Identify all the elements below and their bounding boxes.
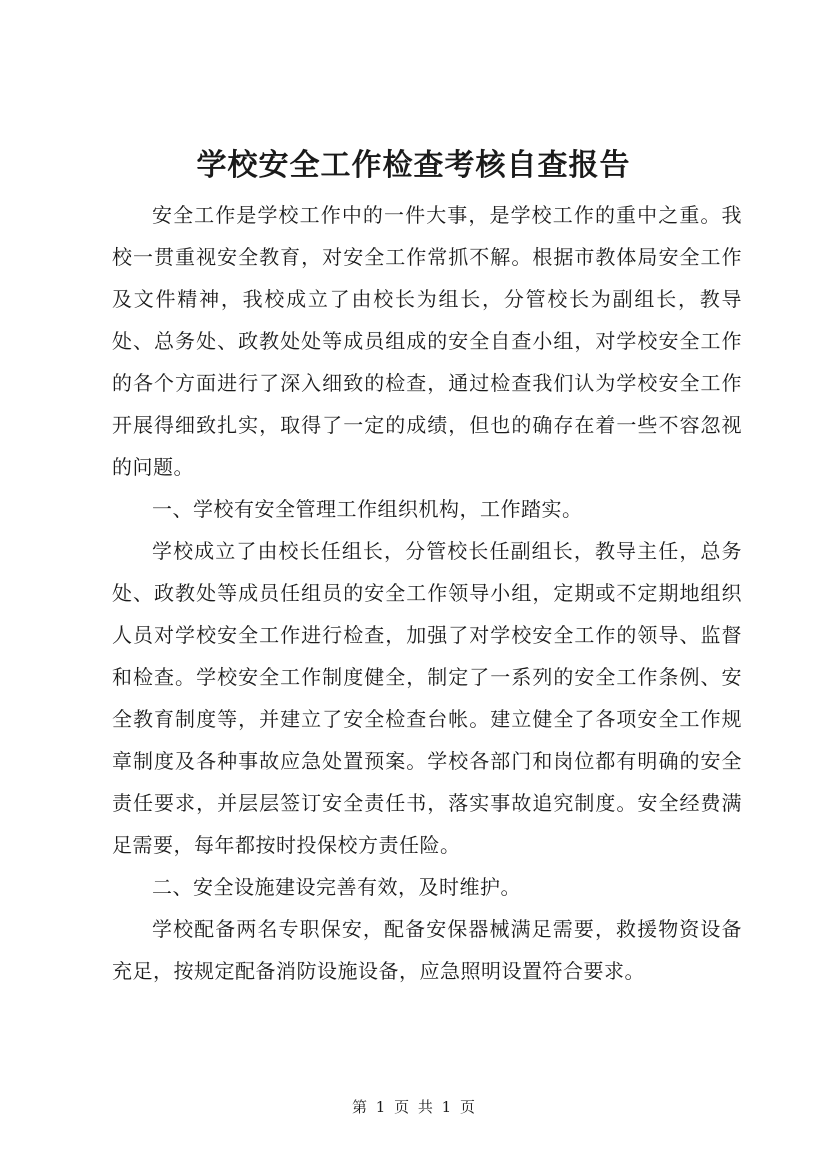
paragraph-section-2: 学校配备两名专职保安，配备安保器械满足需要，救援物资设备充足，按规定配备消防设施设备，应急照明设置符合要求。 bbox=[112, 917, 742, 983]
section-heading-1: 一、学校有安全管理工作组织机构，工作踏实。 bbox=[152, 497, 583, 521]
paragraph-section-1: 学校成立了由校长任组长，分管校长任副组长，教导主任，总务处、政教处等成员任组员的安全工作领导小组，定期或不定期地组织人员对学校安全工作进行检查，加强了对学校安全工作的领导、监督和检查。学校安全工作制度健全，制定了一系列的安全工作条例、安全教育制度等，并建立了安全检查台帐。建立健全了各项安全工作规章制度及各种事故应急处置预案。学校各部门和岗位都有明确的安全责任要求，并层层签订安全责任书，落实事故追究制度。安全经费满足需要，每年都按时投保校方责任险。 bbox=[112, 539, 742, 857]
document-body bbox=[112, 194, 742, 992]
page-number-footer: 第 1 页 共 1 页 bbox=[352, 1098, 475, 1116]
document-title: 学校安全工作检查考核自查报告 bbox=[196, 148, 631, 183]
paragraph-intro: 安全工作是学校工作中的一件大事，是学校工作的重中之重。我校一贯重视安全教育，对安全工作常抓不解。根据市教体局安全工作及文件精神，我校成立了由校长为组长，分管校长为副组长，教导处、总务处、政教处处等成员组成的安全自查小组，对学校安全工作的各个方面进行了深入细致的检查，通过检查我们认为学校安全工作开展得细致扎实，取得了一定的成绩，但也的确存在着一些不容忽视的问题。 bbox=[112, 203, 742, 479]
section-heading-2: 二、安全设施建设完善有效，及时维护。 bbox=[152, 875, 521, 899]
